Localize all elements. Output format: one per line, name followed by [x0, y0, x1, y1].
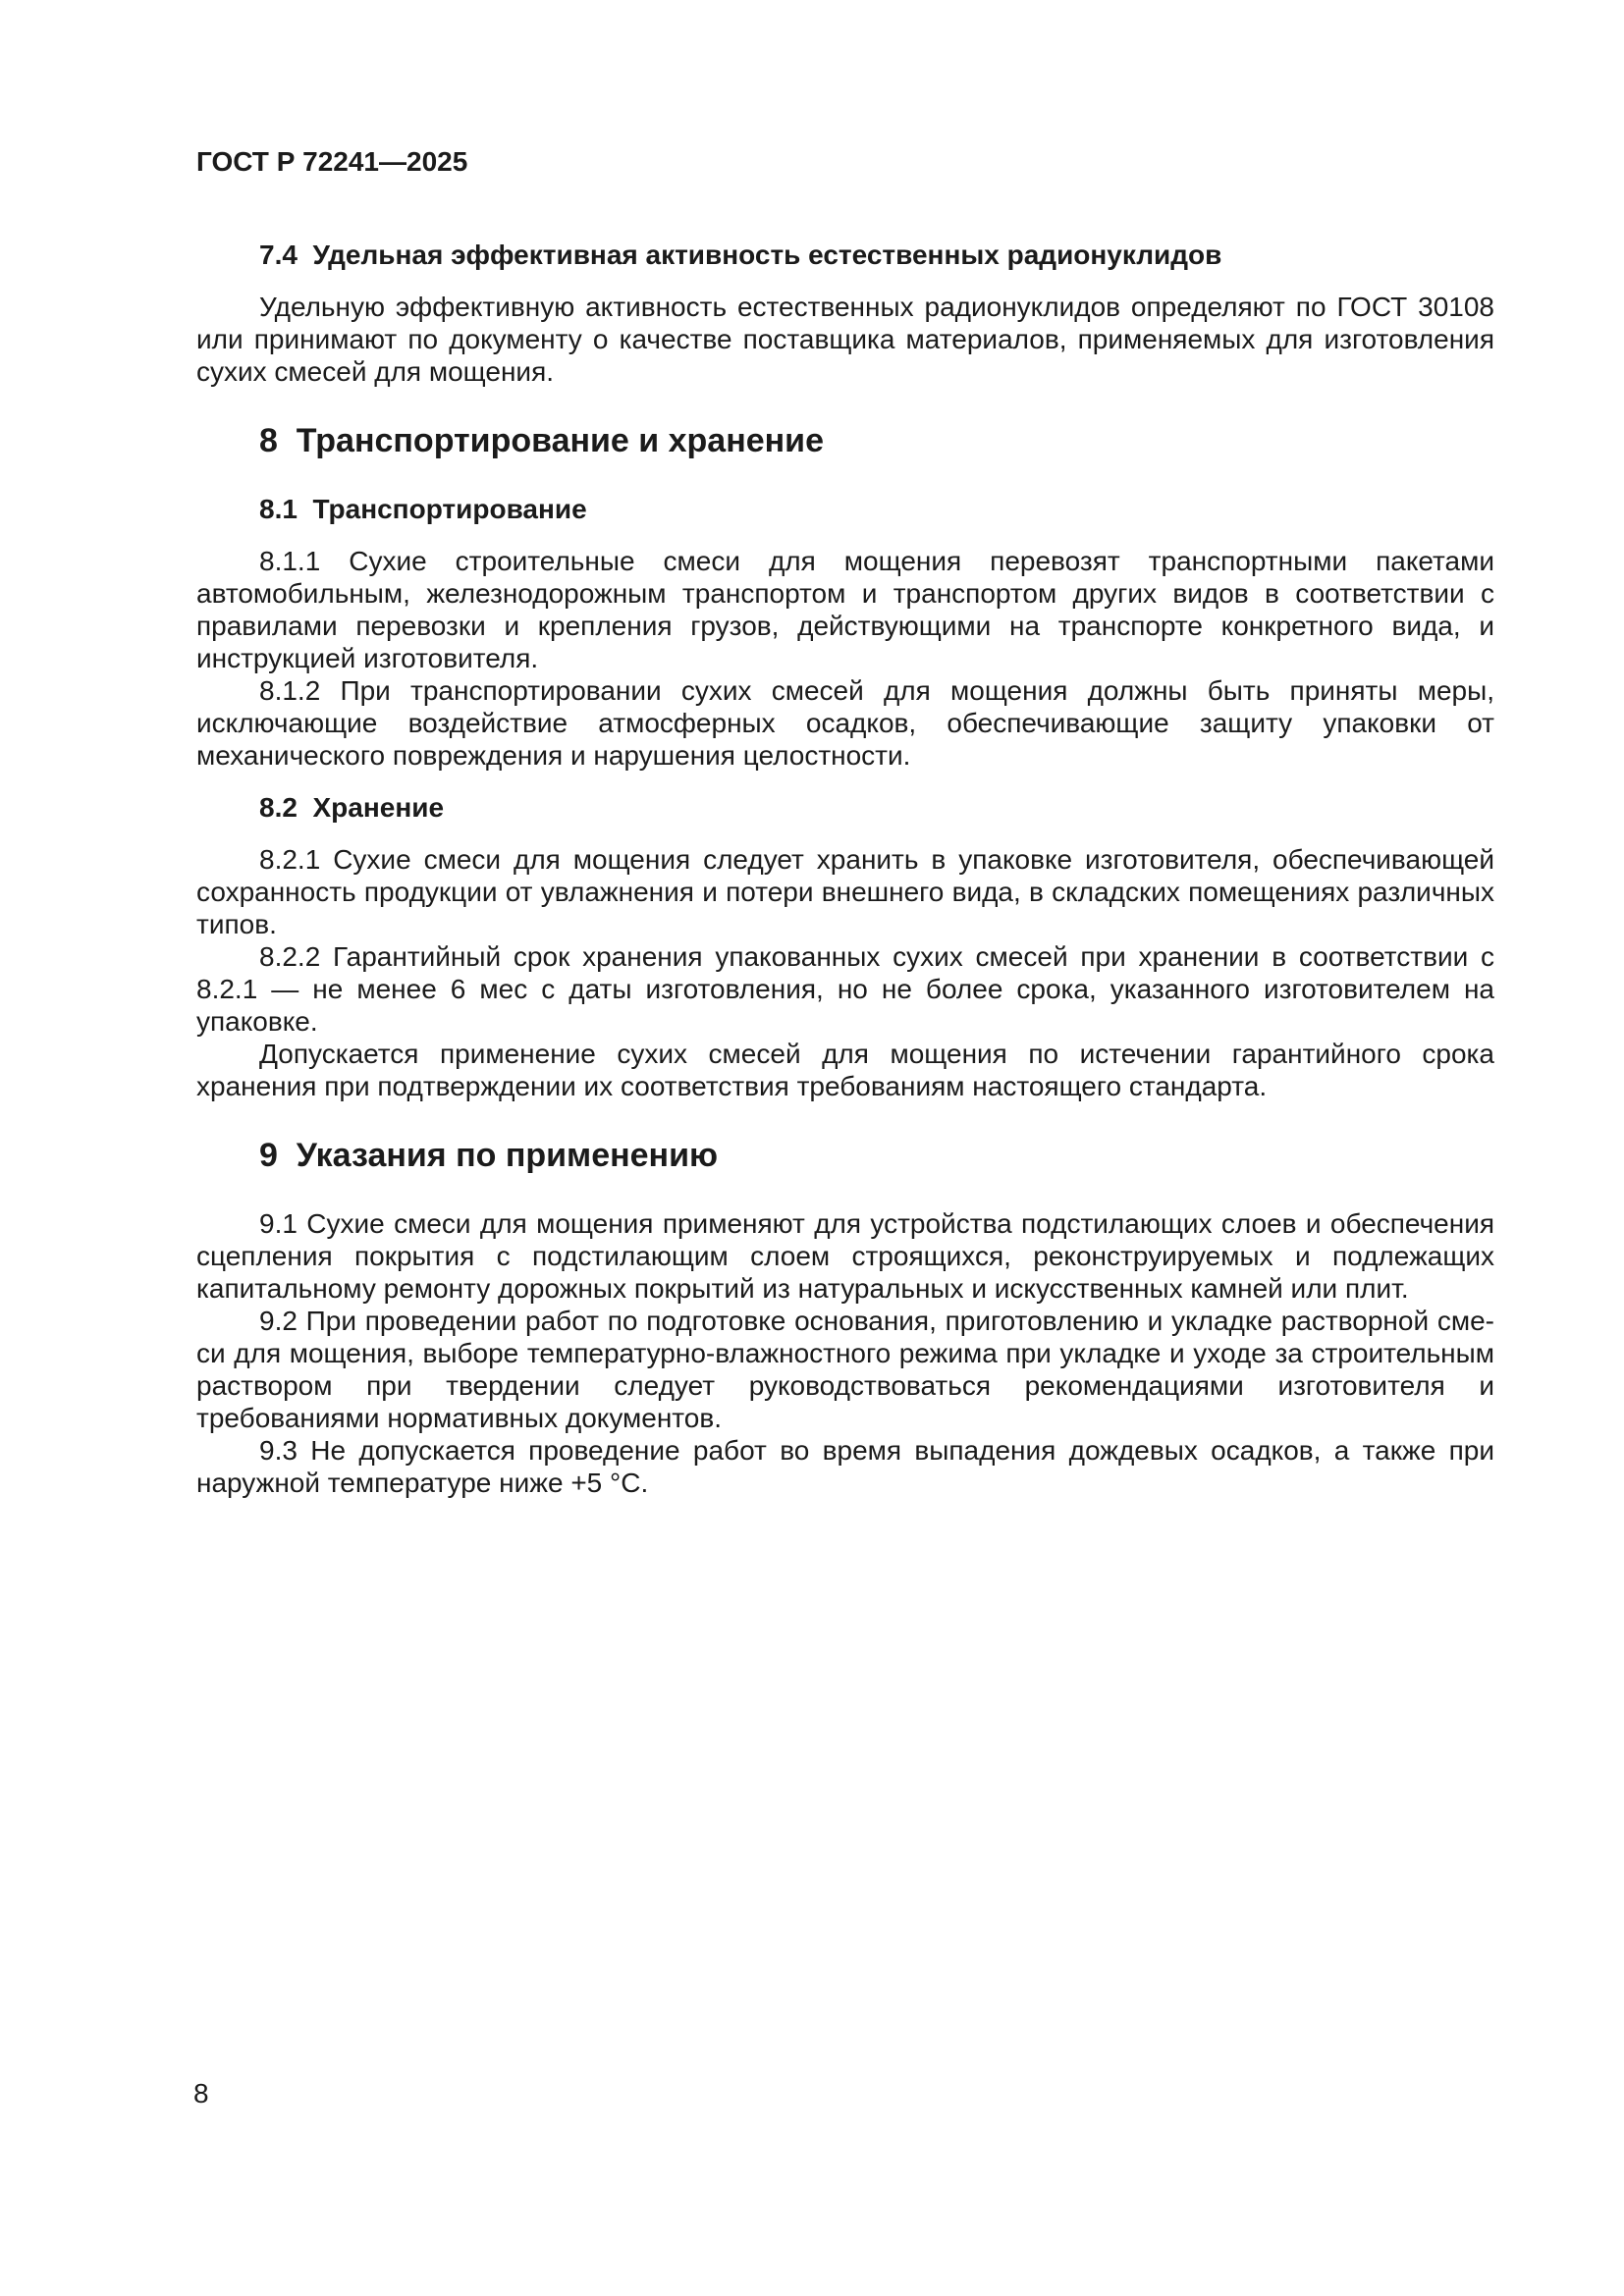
paragraph-8-2-1: 8.2.1 Сухие смеси для мощения следует хранить в упаковке изготовителя, обеспечивающей сохранность продукции от увлажнения и потери внешнего вида, в складских помещениях различных типов. — [196, 844, 1494, 939]
paragraph-8-2-2: 8.2.2 Гарантийный срок хранения упакованных сухих смесей при хранении в соответствии с 8.2.1 — не менее 6 мес с даты изготовления, но не более срока, указанного изготовителем на упаковке. — [196, 941, 1494, 1037]
subsection-heading-7-4: 7.4 Удельная эффективная активность естественных радионуклидов — [259, 240, 1222, 270]
section-heading-9: 9 Указания по применению — [259, 1137, 719, 1174]
page-number: 8 — [193, 2078, 209, 2109]
paragraph-8-1-1: 8.1.1 Сухие строительные смеси для мощения перевозят транспортными пакетами автомобильным, железнодорожным транспортом и транспортом других видов в соответствии с правилами перевозки и крепления грузов, действующими на транспорте конкретного вида, и инструкцией изготовителя. — [196, 546, 1494, 673]
paragraph-7-4: Удельную эффективную активность естественных радионуклидов определяют по ГОСТ 30108 или принимают по документу о качестве поставщика материалов, применяемых для изготовления сухих смесей для мощения. — [196, 292, 1494, 387]
section-heading-8: 8 Транспортирование и хранение — [259, 422, 824, 459]
subsection-heading-8-2: 8.2 Хранение — [259, 792, 445, 823]
paragraph-9-1: 9.1 Сухие смеси для мощения применяют для устройства подстилающих слоев и обеспечения сцепления покрытия с подстилающим слоем строящихся, реконструируемых и подлежащих капитальному ремонту дорожных покрытий из натуральных и искусственных камней или плит. — [196, 1208, 1494, 1304]
subsection-heading-8-1: 8.1 Транспортирование — [259, 494, 587, 524]
paragraph-9-3: 9.3 Не допускается проведение работ во время выпадения дождевых осадков, а также при наружной температуре ниже +5 °С. — [196, 1435, 1494, 1498]
running-header-standard-number: ГОСТ Р 72241—2025 — [196, 146, 468, 177]
paragraph-9-2: 9.2 При проведении работ по подготовке основания, приготовлению и укладке растворной смеси для мощения, выборе температурно-влажностного режима при укладке и уходе за строительным раствором при твердении следует руководствоваться рекомендациями изготовителя и требованиями нормативных документов. — [196, 1306, 1494, 1433]
paragraph-8-2-2-continuation: Допускается применение сухих смесей для мощения по истечении гарантийного срока хранения при подтверждении их соответствия требованиям настоящего стандарта. — [196, 1039, 1494, 1101]
paragraph-8-1-2: 8.1.2 При транспортировании сухих смесей для мощения должны быть приняты меры, исключающие воздействие атмосферных осадков, обеспечивающие защиту упаковки от механического повреждения и нарушения целостности. — [196, 675, 1494, 771]
